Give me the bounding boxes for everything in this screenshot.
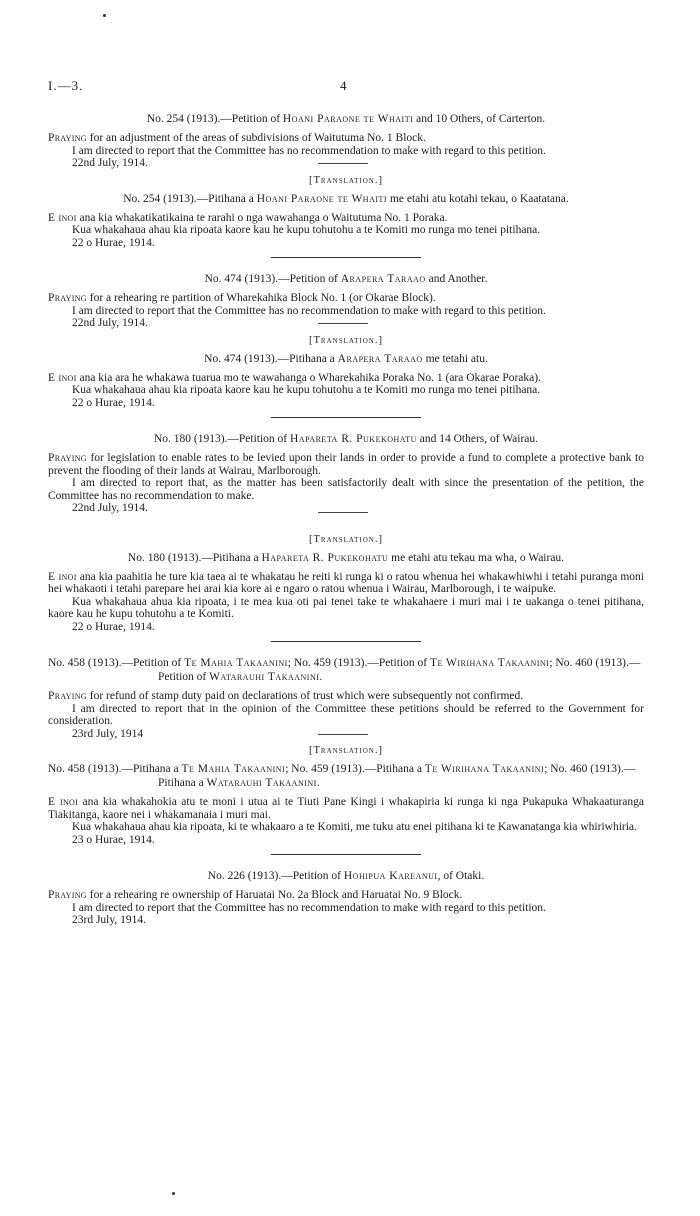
report-date: 23rd July, 1914. xyxy=(72,914,147,926)
translation-date: 22 o Hurae, 1914. xyxy=(72,396,155,409)
translation-date: 22 o Hurae, 1914. xyxy=(72,236,155,249)
translation-report: Kua whakahaua ahau kia ripoata kaore kau he kupu tohutohu a te Komiti mo runga mo tenei pitihana. xyxy=(72,224,541,236)
translation-label: [Translation.] xyxy=(309,174,383,186)
petition-458-460 xyxy=(48,656,644,846)
petition-180 xyxy=(48,432,644,633)
section-divider xyxy=(271,417,421,418)
short-divider xyxy=(318,512,368,513)
praying-paragraph: Praying for a rehearing re ownership of Haruatai No. 2a Block and Haruatai No. 9 Block. xyxy=(48,889,463,901)
petition-226 xyxy=(48,869,644,927)
translation-report: Kua whakahaua ahau kia ripoata, ki te whakaaro a te Komiti, me tuku atu enei pitihana ki te Kawanatanga kia whiriwhiria. xyxy=(72,821,637,833)
petition-254 xyxy=(48,112,644,249)
translation-praying: E inoi ana kia whakahokia atu te moni i utua ai te Tiuti Pane Kingi i whakapiria ki runga ki nga Pukapuka Whakaaturanga Tiakitanga, kaore nei i whakamanaia i muri mai. xyxy=(48,796,644,821)
praying-paragraph: Praying for an adjustment of the areas of subdivisions of Waitutuma No. 1 Block. xyxy=(48,132,426,144)
translation-date: 23 o Hurae, 1914. xyxy=(72,833,155,846)
section-divider xyxy=(271,854,421,855)
petition-heading: No. 180 (1913).—Petition of Hapareta R. Pukekohatu and 14 Others, of Wairau. xyxy=(153,433,539,445)
report-date: 22nd July, 1914. xyxy=(72,502,148,514)
translation-label: [Translation.] xyxy=(309,745,383,756)
speck-mark xyxy=(103,14,106,17)
translation-report: Kua whakahaua ahau kia ripoata kaore kau he kupu tohutohu a te Komiti mo runga mo tenei pitihana. xyxy=(72,384,541,396)
praying-paragraph: Praying for a rehearing re partition of Wharekahika Block No. 1 (or Okarae Block). xyxy=(48,292,436,304)
translation-praying: E inoi ana kia whakatikatikaina te rarahi o nga wawahanga o Waitutuma No. 1 Poraka. xyxy=(48,211,448,224)
translation-report: Kua whakahaua ahua kia ripoata, i te mea kua oti pai tenei take te whakahaere i muri mai i te uakanga o tenei pitihana, kaore kau he kupu tohutohu a te Komiti. xyxy=(48,595,644,620)
translation-label: [Translation.] xyxy=(309,533,383,545)
petition-heading: No. 458 (1913).—Petition of Te Mahia Takaanini; No. 459 (1913).—Petition of Te Wirihana Takaanini; No. 460 (1913).—Petition of Watarauhi Takaanini. xyxy=(48,657,641,683)
report-paragraph: I am directed to report that the Committee has no recommendation to make with regard to this petition. xyxy=(72,901,546,914)
translation-praying: E inoi ana kia paahitia he ture kia taea ai te whakatau he reiti ki runga ki o ratou whenua hei whakawhiwhi i tetahi puranga moni hei whakaoti i tetahi parepare hei arai kia kore ai e ngaro o ratou whenua i Wairau, Marlborough, i te waipuke. xyxy=(48,570,644,595)
section-divider xyxy=(271,641,421,642)
translation-heading: No. 254 (1913).—Pitihana a Hoani Paraone te Whaiti me etahi atu kotahi tekau, o Kaatatana. xyxy=(123,192,569,205)
praying-paragraph: Praying for refund of stamp duty paid on declarations of trust which were subsequently not confirmed. xyxy=(48,690,524,702)
translation-label: [Translation.] xyxy=(309,334,383,346)
praying-paragraph: Praying for legislation to enable rates to be levied upon their lands in order to provide a fund to complete a protective bank to prevent the flooding of their lands at Wairau, Marlborough. xyxy=(48,452,644,477)
translation-heading: No. 474 (1913).—Pitihana a Arapera Taraao me tetahi atu. xyxy=(204,352,488,365)
translation-heading: No. 458 (1913).—Pitihana a Te Mahia Takaanini; No. 459 (1913).—Pitihana a Te Wirihana Takaanini; No. 460 (1913).—Pitihana a Watarauhi Takaanini. xyxy=(48,763,636,789)
document-body xyxy=(48,112,644,927)
translation-date: 22 o Hurae, 1914. xyxy=(72,620,155,633)
short-divider xyxy=(318,734,368,735)
petition-heading: No. 474 (1913).—Petition of Arapera Taraao and Another. xyxy=(204,273,488,285)
report-date: 22nd July, 1914. xyxy=(72,157,148,169)
short-divider xyxy=(318,323,368,324)
speck-mark xyxy=(172,1192,175,1195)
section-divider xyxy=(271,257,421,258)
petition-heading: No. 226 (1913).—Petition of Hohipua Kareanui, of Otaki. xyxy=(207,870,485,882)
petition-474 xyxy=(48,272,644,409)
report-paragraph: I am directed to report that in the opinion of the Committee these petitions should be referred to the Government for consideration. xyxy=(48,702,644,727)
petition-heading: No. 254 (1913).—Petition of Hoani Paraone te Whaiti and 10 Others, of Carterton. xyxy=(146,113,546,125)
translation-praying: E inoi ana kia ara he whakawa tuarua mo te wawahanga o Wharekahika Poraka No. 1 (ara Okarae Poraka). xyxy=(48,371,541,384)
page-reference: I.—3. xyxy=(48,78,84,93)
short-divider xyxy=(318,163,368,164)
translation-heading: No. 180 (1913).—Pitihana a Hapareta R. Pukekohatu me etahi atu tekau ma wha, o Wairau. xyxy=(127,551,565,564)
report-paragraph: I am directed to report that the Committee has no recommendation to make with regard to this petition. xyxy=(72,144,546,157)
page-number: 4 xyxy=(340,78,347,93)
report-paragraph: I am directed to report that, as the matter has been satisfactorily dealt with since the presentation of the petition, the Committee has no recommendation to make. xyxy=(48,477,644,502)
report-paragraph: I am directed to report that the Committee has no recommendation to make with regard to this petition. xyxy=(72,304,546,317)
report-date: 22nd July, 1914. xyxy=(72,317,148,329)
report-date: 23rd July, 1914 xyxy=(72,727,144,740)
